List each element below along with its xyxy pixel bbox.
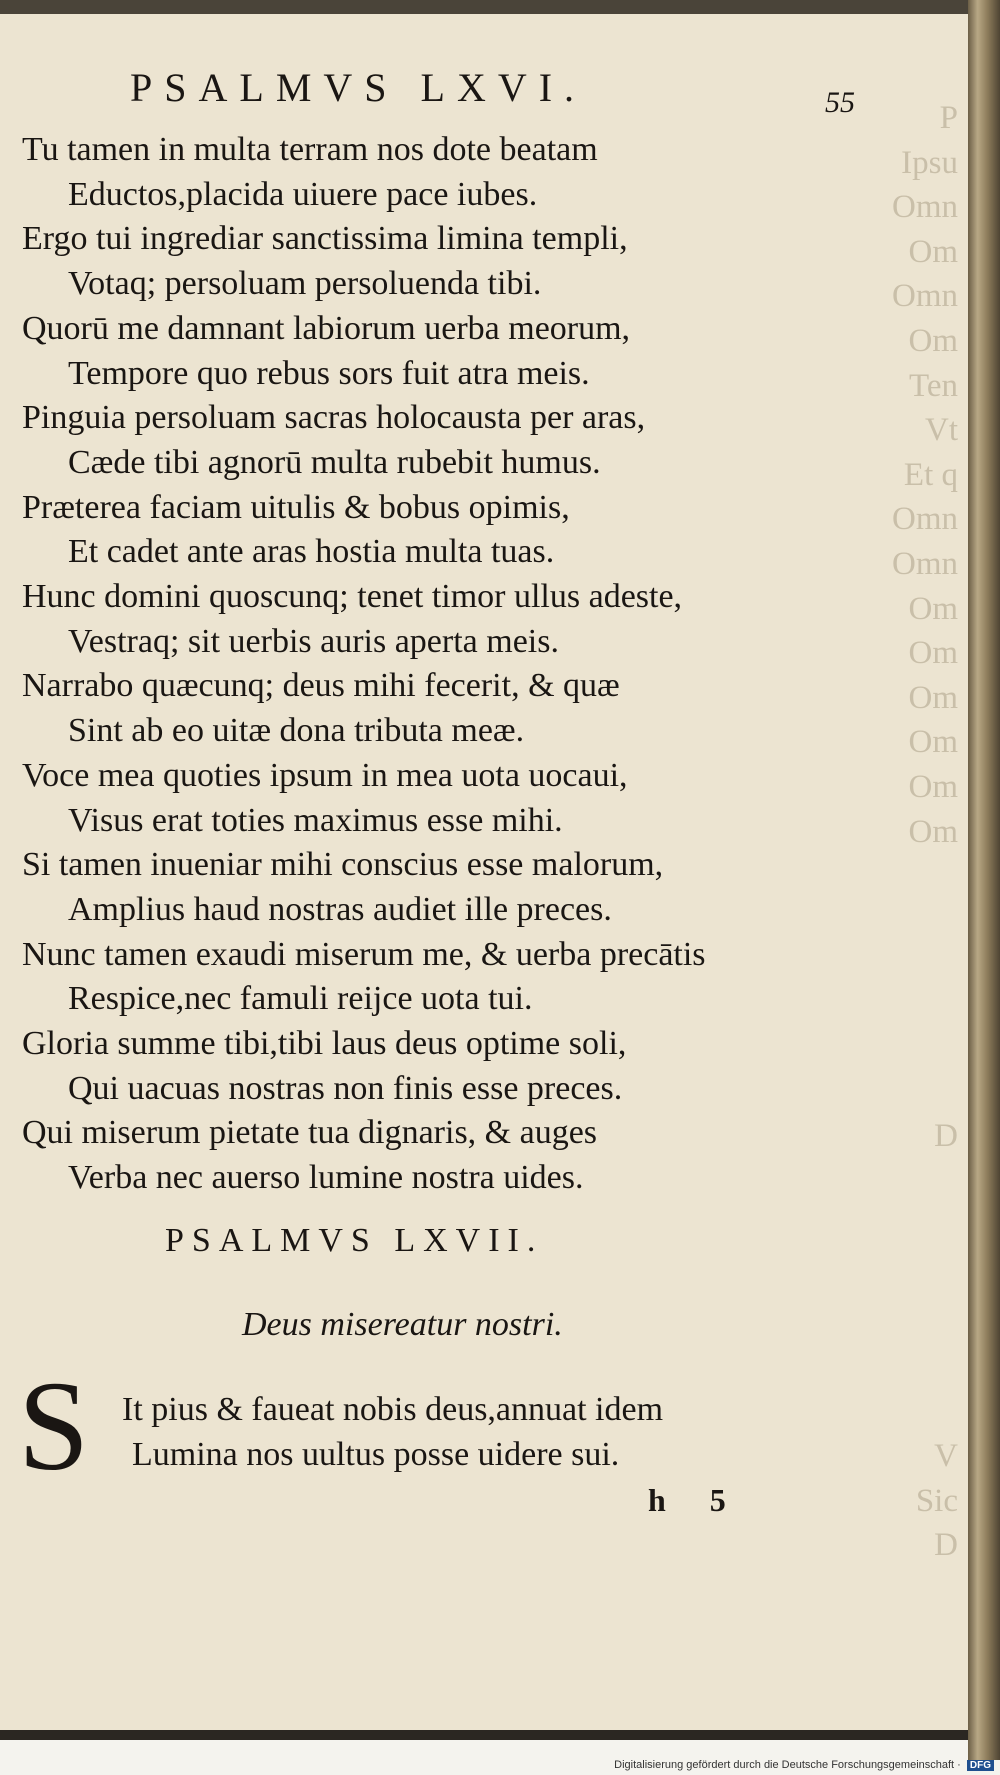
verse-line: Votaq; persoluam persoluenda tibi. xyxy=(68,265,542,303)
bleed-through-lower xyxy=(888,1434,958,1568)
running-title: PSALMVS LXVI. xyxy=(130,65,587,110)
signature-mark: h 5 xyxy=(648,1482,744,1518)
drop-cap: S xyxy=(18,1355,90,1497)
bleed-fragment: Omn xyxy=(892,189,958,226)
verse-line: It pius & faueat nobis deus,annuat idem xyxy=(122,1391,664,1428)
bleed-fragment: D xyxy=(934,1118,958,1154)
credit-text: Digitalisierung gefördert durch die Deutsche Forschungsgemeinschaft · xyxy=(614,1759,961,1771)
verse-line: Vestraq; sit uerbis auris aperta meis. xyxy=(68,622,559,660)
bleed-fragment: D xyxy=(934,1527,958,1564)
book-page xyxy=(0,14,972,1740)
bleed-fragment: P xyxy=(939,100,958,136)
bleed-fragment: Om xyxy=(908,768,958,805)
verse-line: Ergo tui ingrediar sanctissima limina templi, xyxy=(22,220,628,258)
bleed-fragment: Vt xyxy=(925,412,958,449)
verse-line: Pinguia persoluam sacras holocausta per aras, xyxy=(22,399,646,437)
bleed-fragment: Om xyxy=(908,724,958,761)
verse-line: Amplius haud nostras audiet ille preces. xyxy=(68,890,612,928)
bleed-fragment: Et q xyxy=(903,456,958,493)
bleed-through-middle xyxy=(888,1114,958,1159)
folio-number: 55 xyxy=(825,86,855,119)
verse-line: Verba nec auerso lumine nostra uides. xyxy=(68,1159,584,1197)
bleed-fragment: Om xyxy=(908,679,958,716)
verse-line: Gloria summe tibi,tibi laus deus optime soli, xyxy=(22,1025,627,1063)
bleed-fragment: Om xyxy=(908,590,958,627)
scan-top-edge xyxy=(0,0,1000,14)
psalm-67-verses xyxy=(122,1388,663,1477)
digitization-credit xyxy=(614,1759,994,1771)
verse-line: Qui uacuas nostras non finis esse preces. xyxy=(68,1069,623,1107)
verse-line: Respice,nec famuli reijce uota tui. xyxy=(68,980,533,1018)
dfg-logo: DFG xyxy=(967,1760,994,1771)
psalm-66-verses xyxy=(22,128,882,1201)
verse-line: Voce mea quoties ipsum in mea uota uocaui, xyxy=(22,756,628,794)
verse-line: Præterea faciam uitulis & bobus opimis, xyxy=(22,488,570,526)
bleed-fragment: Omn xyxy=(892,278,958,315)
bleed-through-top xyxy=(888,96,958,854)
verse-line: Et cadet ante aras hostia multa tuas. xyxy=(68,533,555,571)
bleed-fragment: Om xyxy=(908,813,958,850)
verse-line: Si tamen inueniar mihi conscius esse malorum, xyxy=(22,846,664,884)
verse-line: Quorū me damnant labiorum uerba meorum, xyxy=(22,309,631,347)
verse-line: Tu tamen in multa terram nos dote beatam xyxy=(22,131,598,168)
page-header xyxy=(130,64,880,119)
bleed-fragment: Ten xyxy=(908,367,958,404)
bleed-fragment: Om xyxy=(908,635,958,672)
bleed-fragment: Omn xyxy=(892,545,958,582)
book-edge xyxy=(968,0,1000,1760)
verse-line: Sint ab eo uitæ dona tributa meæ. xyxy=(68,712,525,750)
verse-line: Visus erat toties maximus esse mihi. xyxy=(68,801,563,839)
bleed-fragment: V xyxy=(934,1438,958,1474)
verse-line: Qui miserum pietate tua dignaris, & auges xyxy=(22,1114,598,1152)
psalm-67-incipit: Deus misereatur nostri. xyxy=(242,1306,563,1343)
verse-line: Narrabo quæcunq; deus mihi fecerit, & quæ xyxy=(22,667,620,705)
verse-line: Hunc domini quoscunq; tenet timor ullus adeste, xyxy=(22,578,683,616)
bleed-fragment: Om xyxy=(908,233,958,270)
verse-line: Tempore quo rebus sors fuit atra meis. xyxy=(68,354,590,392)
verse-line: Lumina nos uultus posse uidere sui. xyxy=(132,1435,620,1473)
verse-line: Nunc tamen exaudi miserum me, & uerba precātis xyxy=(22,935,706,973)
bleed-fragment: Sic xyxy=(915,1482,958,1519)
verse-line: Cæde tibi agnorū multa rubebit humus. xyxy=(68,443,601,481)
psalm-67-title: PSALMVS LXVII. xyxy=(165,1222,544,1259)
bleed-fragment: Ipsu xyxy=(901,144,958,181)
bleed-fragment: Omn xyxy=(892,501,958,538)
bleed-fragment: Om xyxy=(908,322,958,359)
verse-line: Eductos,placida uiuere pace iubes. xyxy=(68,175,538,213)
